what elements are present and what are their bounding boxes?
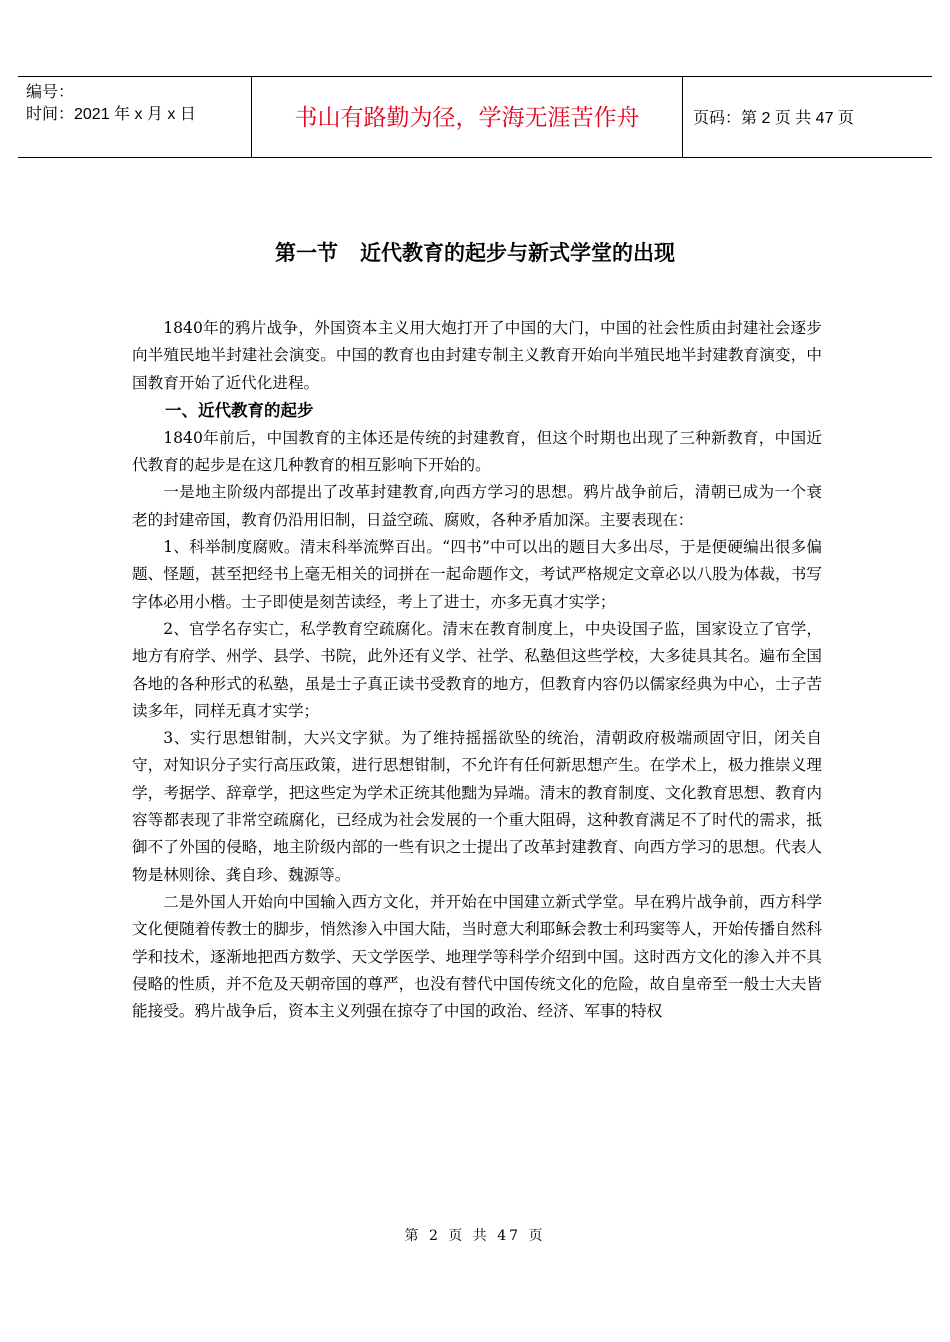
section-heading: 一、近代教育的起步 [165,400,314,420]
header-motto: 书山有路勤为径，学海无涯苦作舟 [294,105,640,131]
body-paragraph: 1、科举制度腐败。清末科举流弊百出。“四书”中可以出的题目大多出尽，于是便硬编出很多偏题、怪题，甚至把经书上毫无相关的词拼在一起命题作文，考试严格规定文章必以八股为体裁，书写字体必用小楷。士子即使是刻苦读经，考上了进士，亦多无真才实学； [132,538,822,611]
section-title: 第一节 近代教育的起步与新式学堂的出现 [275,241,675,265]
body-paragraph: 1840年前后，中国教育的主体还是传统的封建教育，但这个时期也出现了三种新教育，中国近代教育的起步是在这几种教育的相互影响下开始的。 [132,428,822,475]
header-motto-cell [252,77,683,157]
body-paragraph: 一是地主阶级内部提出了改革封建教育,向西方学习的思想。鸦片战争前后，清朝已成为一个衰老的封建帝国，教育仍沿用旧制，日益空疏、腐败，各种矛盾加深。主要表现在： [132,483,822,529]
header-meta-cell [18,77,252,157]
document-number-label: 编号： [26,84,75,101]
body-paragraph: 1840年的鸦片战争，外国资本主义用大炮打开了中国的大门，中国的社会性质由封建社会逐步向半殖民地半封建社会演变。中国的教育也由封建专制主义教育开始向半殖民地半封建教育演变，中国教育开始了近代化进程。 [132,319,822,392]
page-footer: 第 2 页 共 47 页 [404,1228,546,1244]
body-paragraph: 2、官学名存实亡，私学教育空疏腐化。清末在教育制度上，中央设国子监，国家设立了官学，地方有府学、州学、县学、书院，此外还有义学、社学、私塾但这些学校，大多徒具其名。遍布全国各地的各种形式的私塾，虽是士子真正读书受教育的地方，但教育内容仍以儒家经典为中心，士子苦读多年，同样无真才实学； [132,619,822,720]
header-page-cell [683,77,932,157]
document-header [18,76,932,158]
body-paragraph: 3、实行思想钳制，大兴文字狱。为了维持摇摇欲坠的统治，清朝政府极端顽固守旧，闭关自守，对知识分子实行高压政策，进行思想钳制，不允许有任何新思想产生。在学术上，极力推崇义理学，考据学、辞章学，把这些定为学术正统其他黜为异端。清末的教育制度、文化教育思想、教育内容等都表现了非常空疏腐化，已经成为社会发展的一个重大阻碍，这种教育满足不了时代的需求，抵御不了外国的侵略，地主阶级内部的一些有识之士提出了改革封建教育、向西方学习的思想。代表人物是林则徐、龚自珍、魏源等。 [132,729,822,884]
document-time-label: 时间：2021 年 x 月 x 日 [26,106,196,123]
body-paragraph: 二是外国人开始向中国输入西方文化，并开始在中国建立新式学堂。早在鸦片战争前，西方科学文化便随着传教士的脚步，悄然渗入中国大陆，当时意大利耶稣会教士利玛窦等人，开始传播自然科学和技术，逐渐地把西方数学、天文学医学、地理学等科学介绍到中国。这时西方文化的渗入并不具侵略的性质，并不危及天朝帝国的尊严，也没有替代中国传统文化的危险，故自皇帝至一般士大夫皆能接受。鸦片战争后，资本主义列强在掠夺了中国的政治、经济、军事的特权 [132,892,822,1021]
header-page-info: 页码：第 2 页 共 47 页 [693,110,854,127]
document-body [132,315,822,1025]
